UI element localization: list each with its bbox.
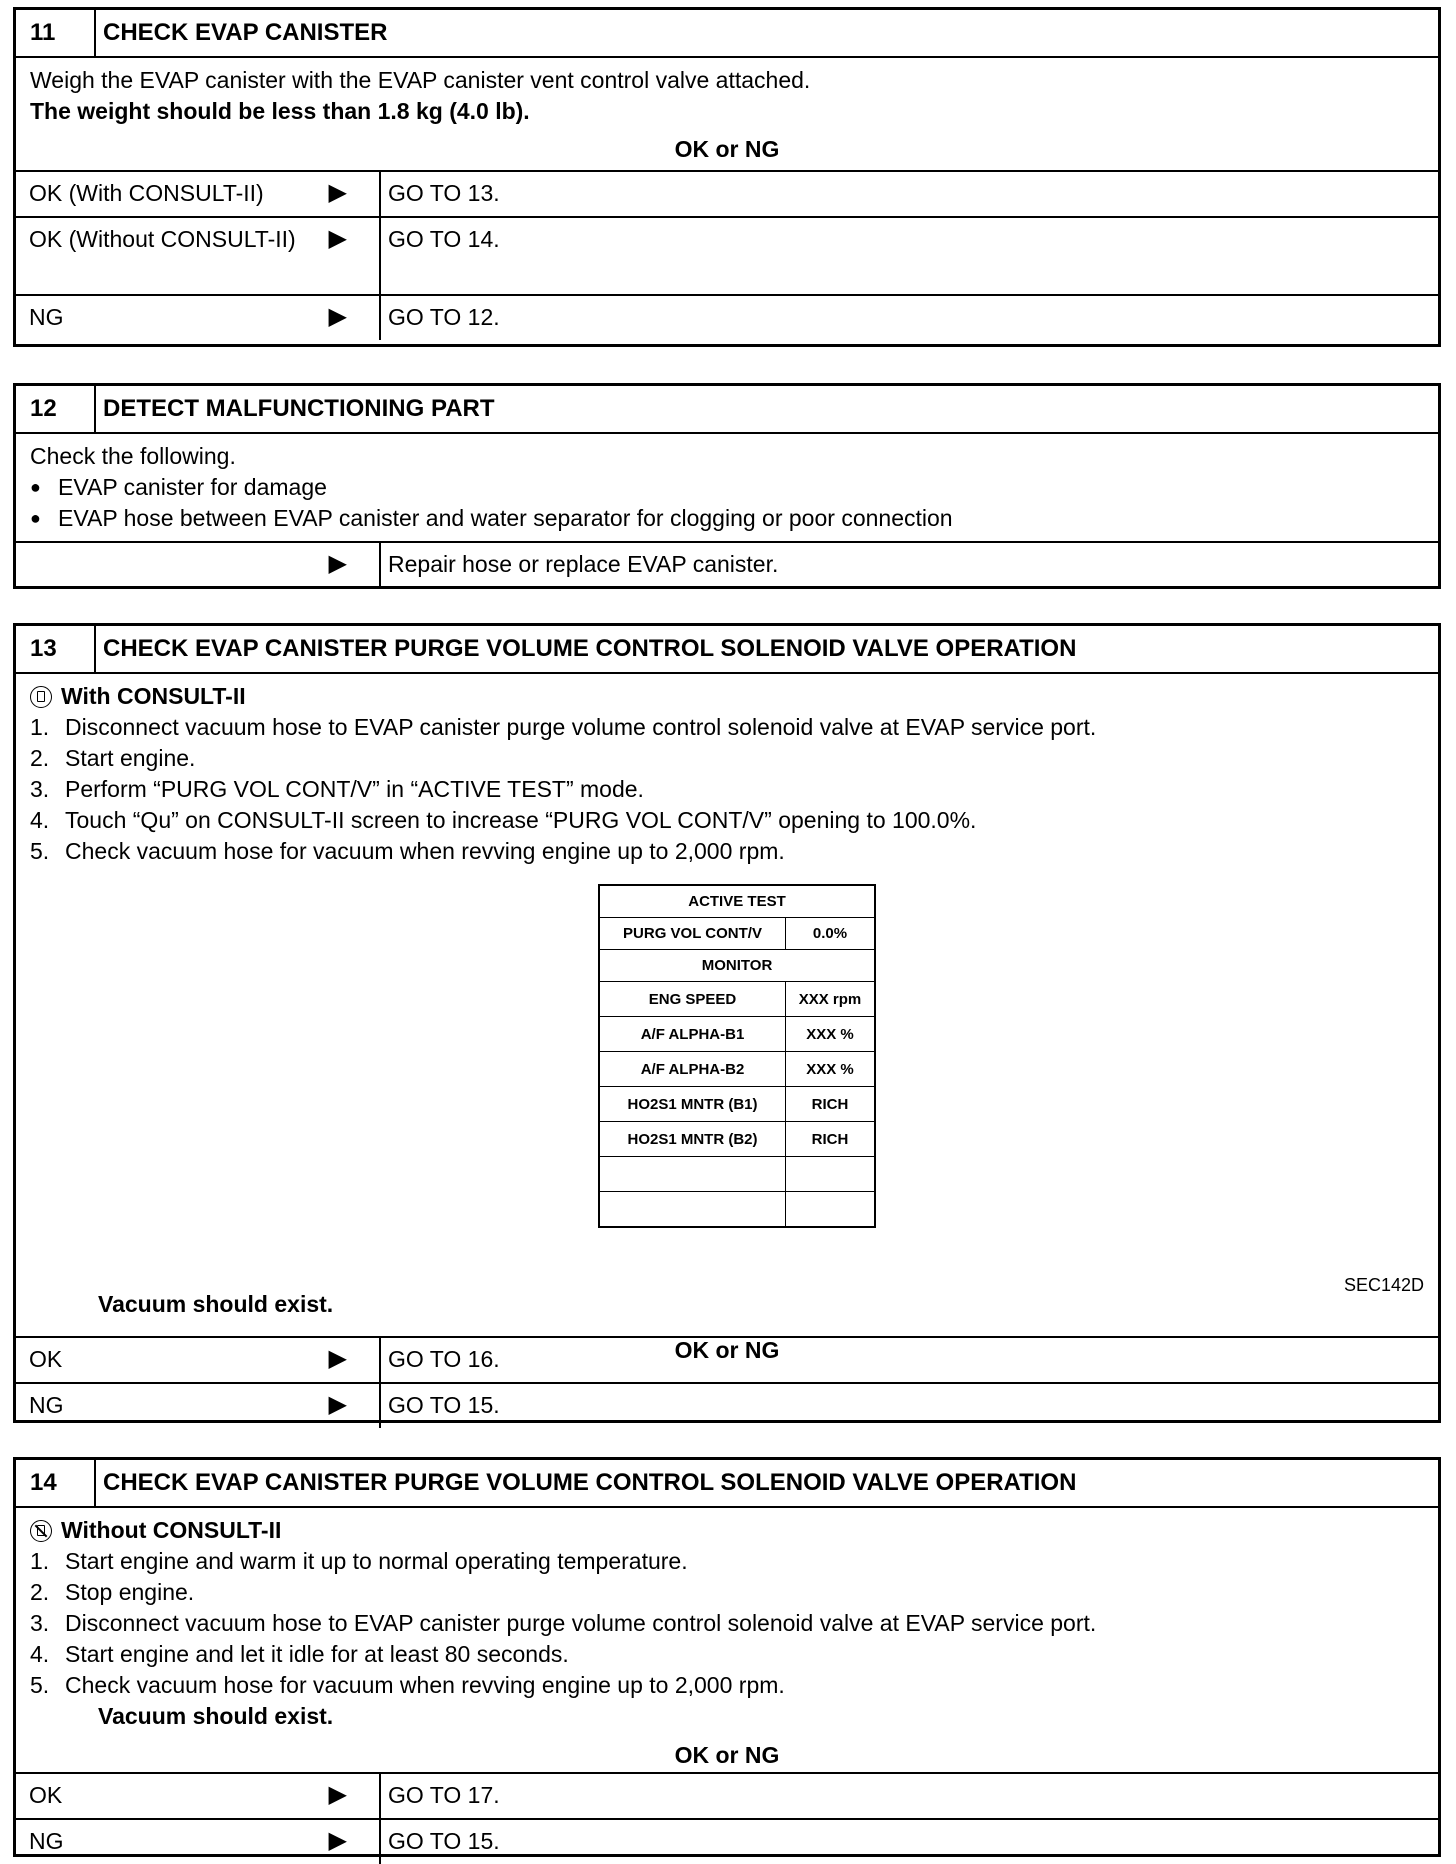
result-action: GO TO 15. xyxy=(379,1820,1438,1864)
result-action: GO TO 16. xyxy=(379,1338,1438,1382)
result-action: GO TO 17. xyxy=(379,1774,1438,1818)
step-body xyxy=(16,58,1438,170)
result-action: GO TO 12. xyxy=(379,296,1438,340)
step-title: DETECT MALFUNCTIONING PART xyxy=(103,395,495,422)
monitor-header: MONITOR xyxy=(599,950,875,982)
result-row-ok-without-consult xyxy=(16,216,1438,294)
instruction-text: Weigh the EVAP canister with the EVAP canister vent control valve attached. xyxy=(30,67,811,93)
procedure-step: 4. Touch “Qu” on CONSULT-II screen to increase “PURG VOL CONT/V” opening to 100.0%. xyxy=(30,807,977,833)
step-body xyxy=(16,434,1438,541)
right-arrow-icon: ▶ xyxy=(328,1391,347,1418)
monitor-empty-cell xyxy=(599,1192,786,1227)
bullet-icon: ● xyxy=(30,508,41,528)
step-header xyxy=(16,386,1438,434)
procedure-step: 1. Start engine and warm it up to normal operating temperature. xyxy=(30,1548,688,1574)
step-number: 11 xyxy=(16,10,96,56)
right-arrow-icon: ▶ xyxy=(328,179,347,206)
ok-or-ng-label: OK or NG xyxy=(674,1742,780,1768)
right-arrow-icon: ▶ xyxy=(328,1781,347,1808)
procedure-step: 3. Disconnect vacuum hose to EVAP canister purge volume control solenoid valve at EVAP service port. xyxy=(30,1610,1097,1636)
step-13-section xyxy=(13,623,1441,1423)
procedure-step: 5. Check vacuum hose for vacuum when revving engine up to 2,000 rpm. xyxy=(30,1672,785,1698)
monitor-empty-cell xyxy=(786,1192,876,1227)
monitor-item-name: A/F ALPHA-B2 xyxy=(599,1052,786,1087)
monitor-item-value: XXX % xyxy=(786,1052,876,1087)
mode-line: Without CONSULT-II xyxy=(30,1515,1424,1546)
result-label: NG xyxy=(29,1828,64,1854)
step-header xyxy=(16,10,1438,58)
procedure-step: 2. Stop engine. xyxy=(30,1579,195,1605)
monitor-item-value: RICH xyxy=(786,1087,876,1122)
result-label: NG xyxy=(29,1392,64,1418)
step-11-section xyxy=(13,7,1441,347)
procedure-step: 2. Start engine. xyxy=(30,745,196,771)
monitor-item-name: ENG SPEED xyxy=(599,982,786,1017)
result-action: Repair hose or replace EVAP canister. xyxy=(379,543,1438,587)
test-item-value: 0.0% xyxy=(786,918,876,950)
step-title: CHECK EVAP CANISTER PURGE VOLUME CONTROL SOLENOID VALVE OPERATION xyxy=(103,1469,1077,1496)
result-row-ok xyxy=(16,1772,1438,1818)
spec-text: The weight should be less than 1.8 kg (4.0 lb). xyxy=(30,98,530,124)
result-row-ng xyxy=(16,1818,1438,1864)
procedure-step: 1. Disconnect vacuum hose to EVAP canister purge volume control solenoid valve at EVAP service port. xyxy=(30,714,1097,740)
right-arrow-icon: ▶ xyxy=(328,550,347,577)
step-title: CHECK EVAP CANISTER PURGE VOLUME CONTROL SOLENOID VALVE OPERATION xyxy=(103,635,1077,662)
result-row xyxy=(16,541,1438,587)
test-item-name: PURG VOL CONT/V xyxy=(599,918,786,950)
monitor-item-value: XXX rpm xyxy=(786,982,876,1017)
right-arrow-icon: ▶ xyxy=(328,303,347,330)
intro-text: Check the following. xyxy=(30,443,236,469)
step-number: 12 xyxy=(16,386,96,432)
mode-line: With CONSULT-II xyxy=(30,681,1424,712)
right-arrow-icon: ▶ xyxy=(328,1345,347,1372)
result-action: GO TO 15. xyxy=(379,1384,1438,1428)
spec-text: Vacuum should exist. xyxy=(98,1291,334,1317)
monitor-empty-cell xyxy=(599,1157,786,1192)
result-row-ok-with-consult xyxy=(16,170,1438,216)
result-label: NG xyxy=(29,304,64,330)
ok-or-ng-label: OK or NG xyxy=(674,136,780,162)
monitor-item-name: A/F ALPHA-B1 xyxy=(599,1017,786,1052)
step-number: 13 xyxy=(16,626,96,672)
ok-or-ng-label: OK or NG xyxy=(674,1337,780,1363)
monitor-item-value: XXX % xyxy=(786,1017,876,1052)
consult-ii-icon xyxy=(30,686,52,708)
step-header xyxy=(16,1460,1438,1508)
step-title: CHECK EVAP CANISTER xyxy=(103,19,388,46)
bullet-item: ● EVAP hose between EVAP canister and water separator for clogging or poor connection xyxy=(30,503,1424,534)
figure-id: SEC142D xyxy=(1343,1275,1424,1295)
right-arrow-icon: ▶ xyxy=(328,225,347,252)
result-action: GO TO 14. xyxy=(379,218,1438,294)
bullet-item: ● EVAP canister for damage xyxy=(30,472,1424,503)
result-label: OK xyxy=(29,1782,63,1808)
step-header xyxy=(16,626,1438,674)
result-row-ng xyxy=(16,294,1438,340)
monitor-item-value: RICH xyxy=(786,1122,876,1157)
bullet-icon: ● xyxy=(30,477,41,497)
active-test-header: ACTIVE TEST xyxy=(599,885,875,918)
result-action: GO TO 13. xyxy=(379,172,1438,216)
step-12-section xyxy=(13,383,1441,589)
result-row-ng xyxy=(16,1382,1438,1428)
procedure-step: 5. Check vacuum hose for vacuum when revving engine up to 2,000 rpm. xyxy=(30,838,785,864)
spec-text: Vacuum should exist. xyxy=(98,1703,334,1729)
procedure-step: 4. Start engine and let it idle for at least 80 seconds. xyxy=(30,1641,569,1667)
monitor-empty-cell xyxy=(786,1157,876,1192)
monitor-item-name: HO2S1 MNTR (B2) xyxy=(599,1122,786,1157)
monitor-item-name: HO2S1 MNTR (B1) xyxy=(599,1087,786,1122)
procedure-step: 3. Perform “PURG VOL CONT/V” in “ACTIVE TEST” mode. xyxy=(30,776,644,802)
no-consult-ii-icon xyxy=(30,1520,52,1542)
active-test-screen xyxy=(598,884,876,1228)
result-label: OK (With CONSULT-II) xyxy=(29,180,264,206)
step-number: 14 xyxy=(16,1460,96,1506)
result-label: OK xyxy=(29,1346,63,1372)
result-label: OK (Without CONSULT-II) xyxy=(29,226,296,252)
step-body xyxy=(16,1508,1438,1772)
right-arrow-icon: ▶ xyxy=(328,1827,347,1854)
step-14-section xyxy=(13,1457,1441,1857)
